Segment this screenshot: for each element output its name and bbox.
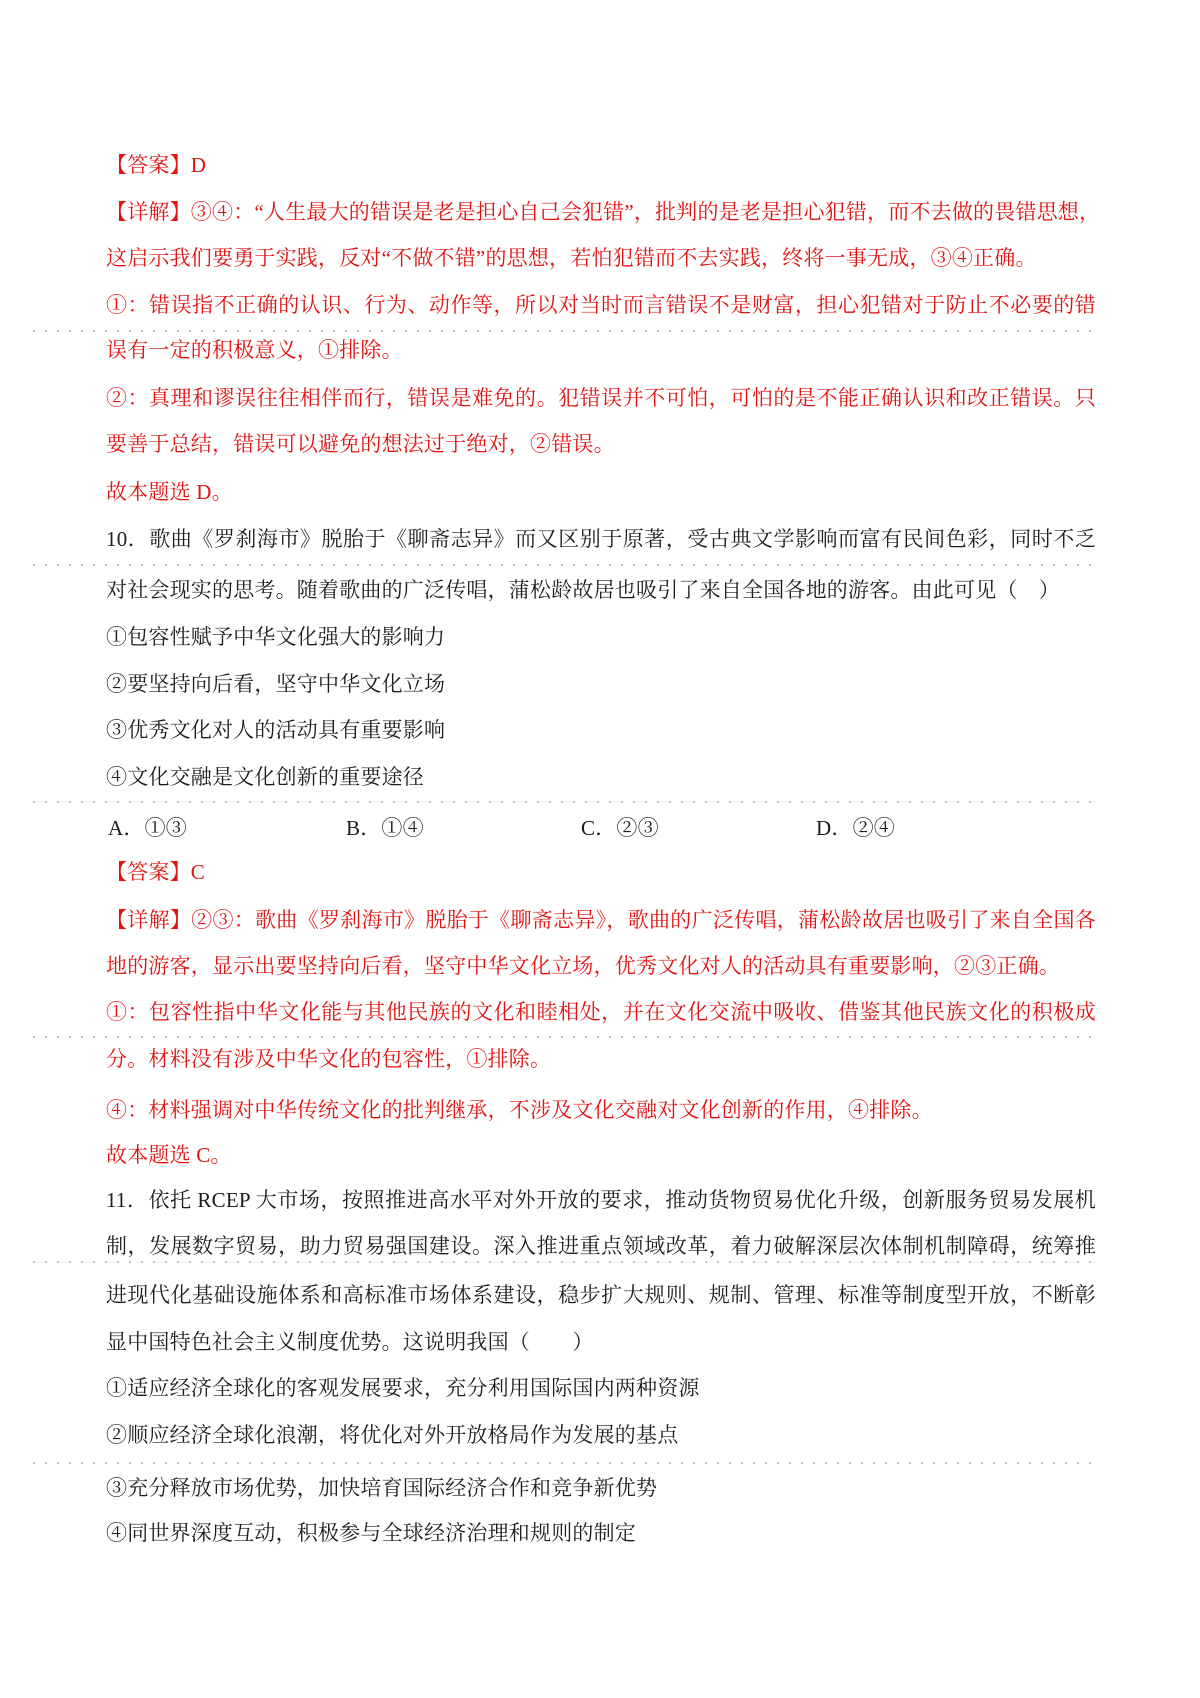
line-explanation: 【详解】②③：歌曲《罗刹海市》脱胎于《聊斋志异》，歌曲的广泛传唱，蒲松龄故居也吸引了来自全国各 <box>106 908 1096 932</box>
line-question-stem: 10．歌曲《罗刹海市》脱胎于《聊斋志异》而又区别于原著，受古典文学影响而富有民间色彩，同时不乏 <box>106 527 1096 551</box>
line-option: ③优秀文化对人的活动具有重要影响 <box>106 718 446 742</box>
line-question-stem: 显中国特色社会主义制度优势。这说明我国（ ） <box>106 1330 594 1354</box>
choice-a: A．①③ <box>108 816 187 840</box>
line-explanation: ①：错误指不正确的认识、行为、动作等，所以对当时而言错误不是财富，担心犯错对于防止不必要的错 <box>106 293 1096 317</box>
line-option: ②要坚持向后看，坚守中华文化立场 <box>106 672 446 696</box>
line-explanation: 地的游客，显示出要坚持向后看，坚守中华文化立场，优秀文化对人的活动具有重要影响，②③正确。 <box>106 954 1060 978</box>
line-question-stem: 制，发展数字贸易，助力贸易强国建设。深入推进重点领域改革，着力破解深层次体制机制障碍，统筹推 <box>106 1234 1096 1258</box>
choice-c: C．②③ <box>581 816 659 840</box>
line-explanation: 分。材料没有涉及中华文化的包容性，①排除。 <box>106 1047 552 1071</box>
line-question-stem: 进现代化基础设施体系和高标准市场体系建设，稳步扩大规则、规制、管理、标准等制度型开放，不断彰 <box>106 1283 1096 1307</box>
line-explanation: 要善于总结，错误可以避免的想法过于绝对，②错误。 <box>106 432 615 456</box>
line-option: ④同世界深度互动，积极参与全球经济治理和规则的制定 <box>106 1521 636 1545</box>
line-question-stem: 11．依托 RCEP 大市场，按照推进高水平对外开放的要求，推动货物贸易优化升级，创新服务贸易发展机 <box>106 1188 1096 1212</box>
dotted-separator <box>33 564 1095 566</box>
line-question-stem: 对社会现实的思考。随着歌曲的广泛传唱，蒲松龄故居也吸引了来自全国各地的游客。由此可见（ ） <box>106 578 1060 602</box>
dotted-separator <box>33 1261 1095 1263</box>
line-option: ①适应经济全球化的客观发展要求，充分利用国际国内两种资源 <box>106 1376 700 1400</box>
line-choices <box>106 813 1096 843</box>
line-answer-label: 【答案】C <box>106 860 206 884</box>
line-explanation: ④：材料强调对中华传统文化的批判继承，不涉及文化交融对文化创新的作用，④排除。 <box>106 1098 933 1122</box>
line-explanation: 这启示我们要勇于实践，反对“不做不错”的思想，若怕犯错而不去实践，终将一事无成，③④正确。 <box>106 246 1037 270</box>
line-explanation: ②：真理和谬误往往相伴而行，错误是难免的。犯错误并不可怕，可怕的是不能正确认识和改正错误。只 <box>106 386 1096 410</box>
line-explanation: 【详解】③④：“人生最大的错误是老是担心自己会犯错”，批判的是老是担心犯错，而不去做的畏错思想， <box>106 200 1101 224</box>
line-explanation: ①：包容性指中华文化能与其他民族的文化和睦相处，并在文化交流中吸收、借鉴其他民族文化的积极成 <box>106 1000 1096 1024</box>
dotted-separator <box>33 1462 1095 1464</box>
line-option: ④文化交融是文化创新的重要途径 <box>106 765 424 789</box>
dotted-separator <box>33 801 1095 803</box>
line-conclusion: 故本题选 D。 <box>106 480 233 504</box>
choice-d: D．②④ <box>816 816 895 840</box>
line-option: ①包容性赋予中华文化强大的影响力 <box>106 625 446 649</box>
dotted-separator <box>33 1036 1095 1038</box>
line-answer-label: 【答案】D <box>106 153 207 177</box>
line-option: ②顺应经济全球化浪潮，将优化对外开放格局作为发展的基点 <box>106 1423 679 1447</box>
line-option: ③充分释放市场优势，加快培育国际经济合作和竞争新优势 <box>106 1476 658 1500</box>
dotted-separator <box>33 330 1095 332</box>
choice-b: B．①④ <box>346 816 424 840</box>
line-conclusion: 故本题选 C。 <box>106 1143 232 1167</box>
line-explanation: 误有一定的积极意义，①排除。 <box>106 338 403 362</box>
